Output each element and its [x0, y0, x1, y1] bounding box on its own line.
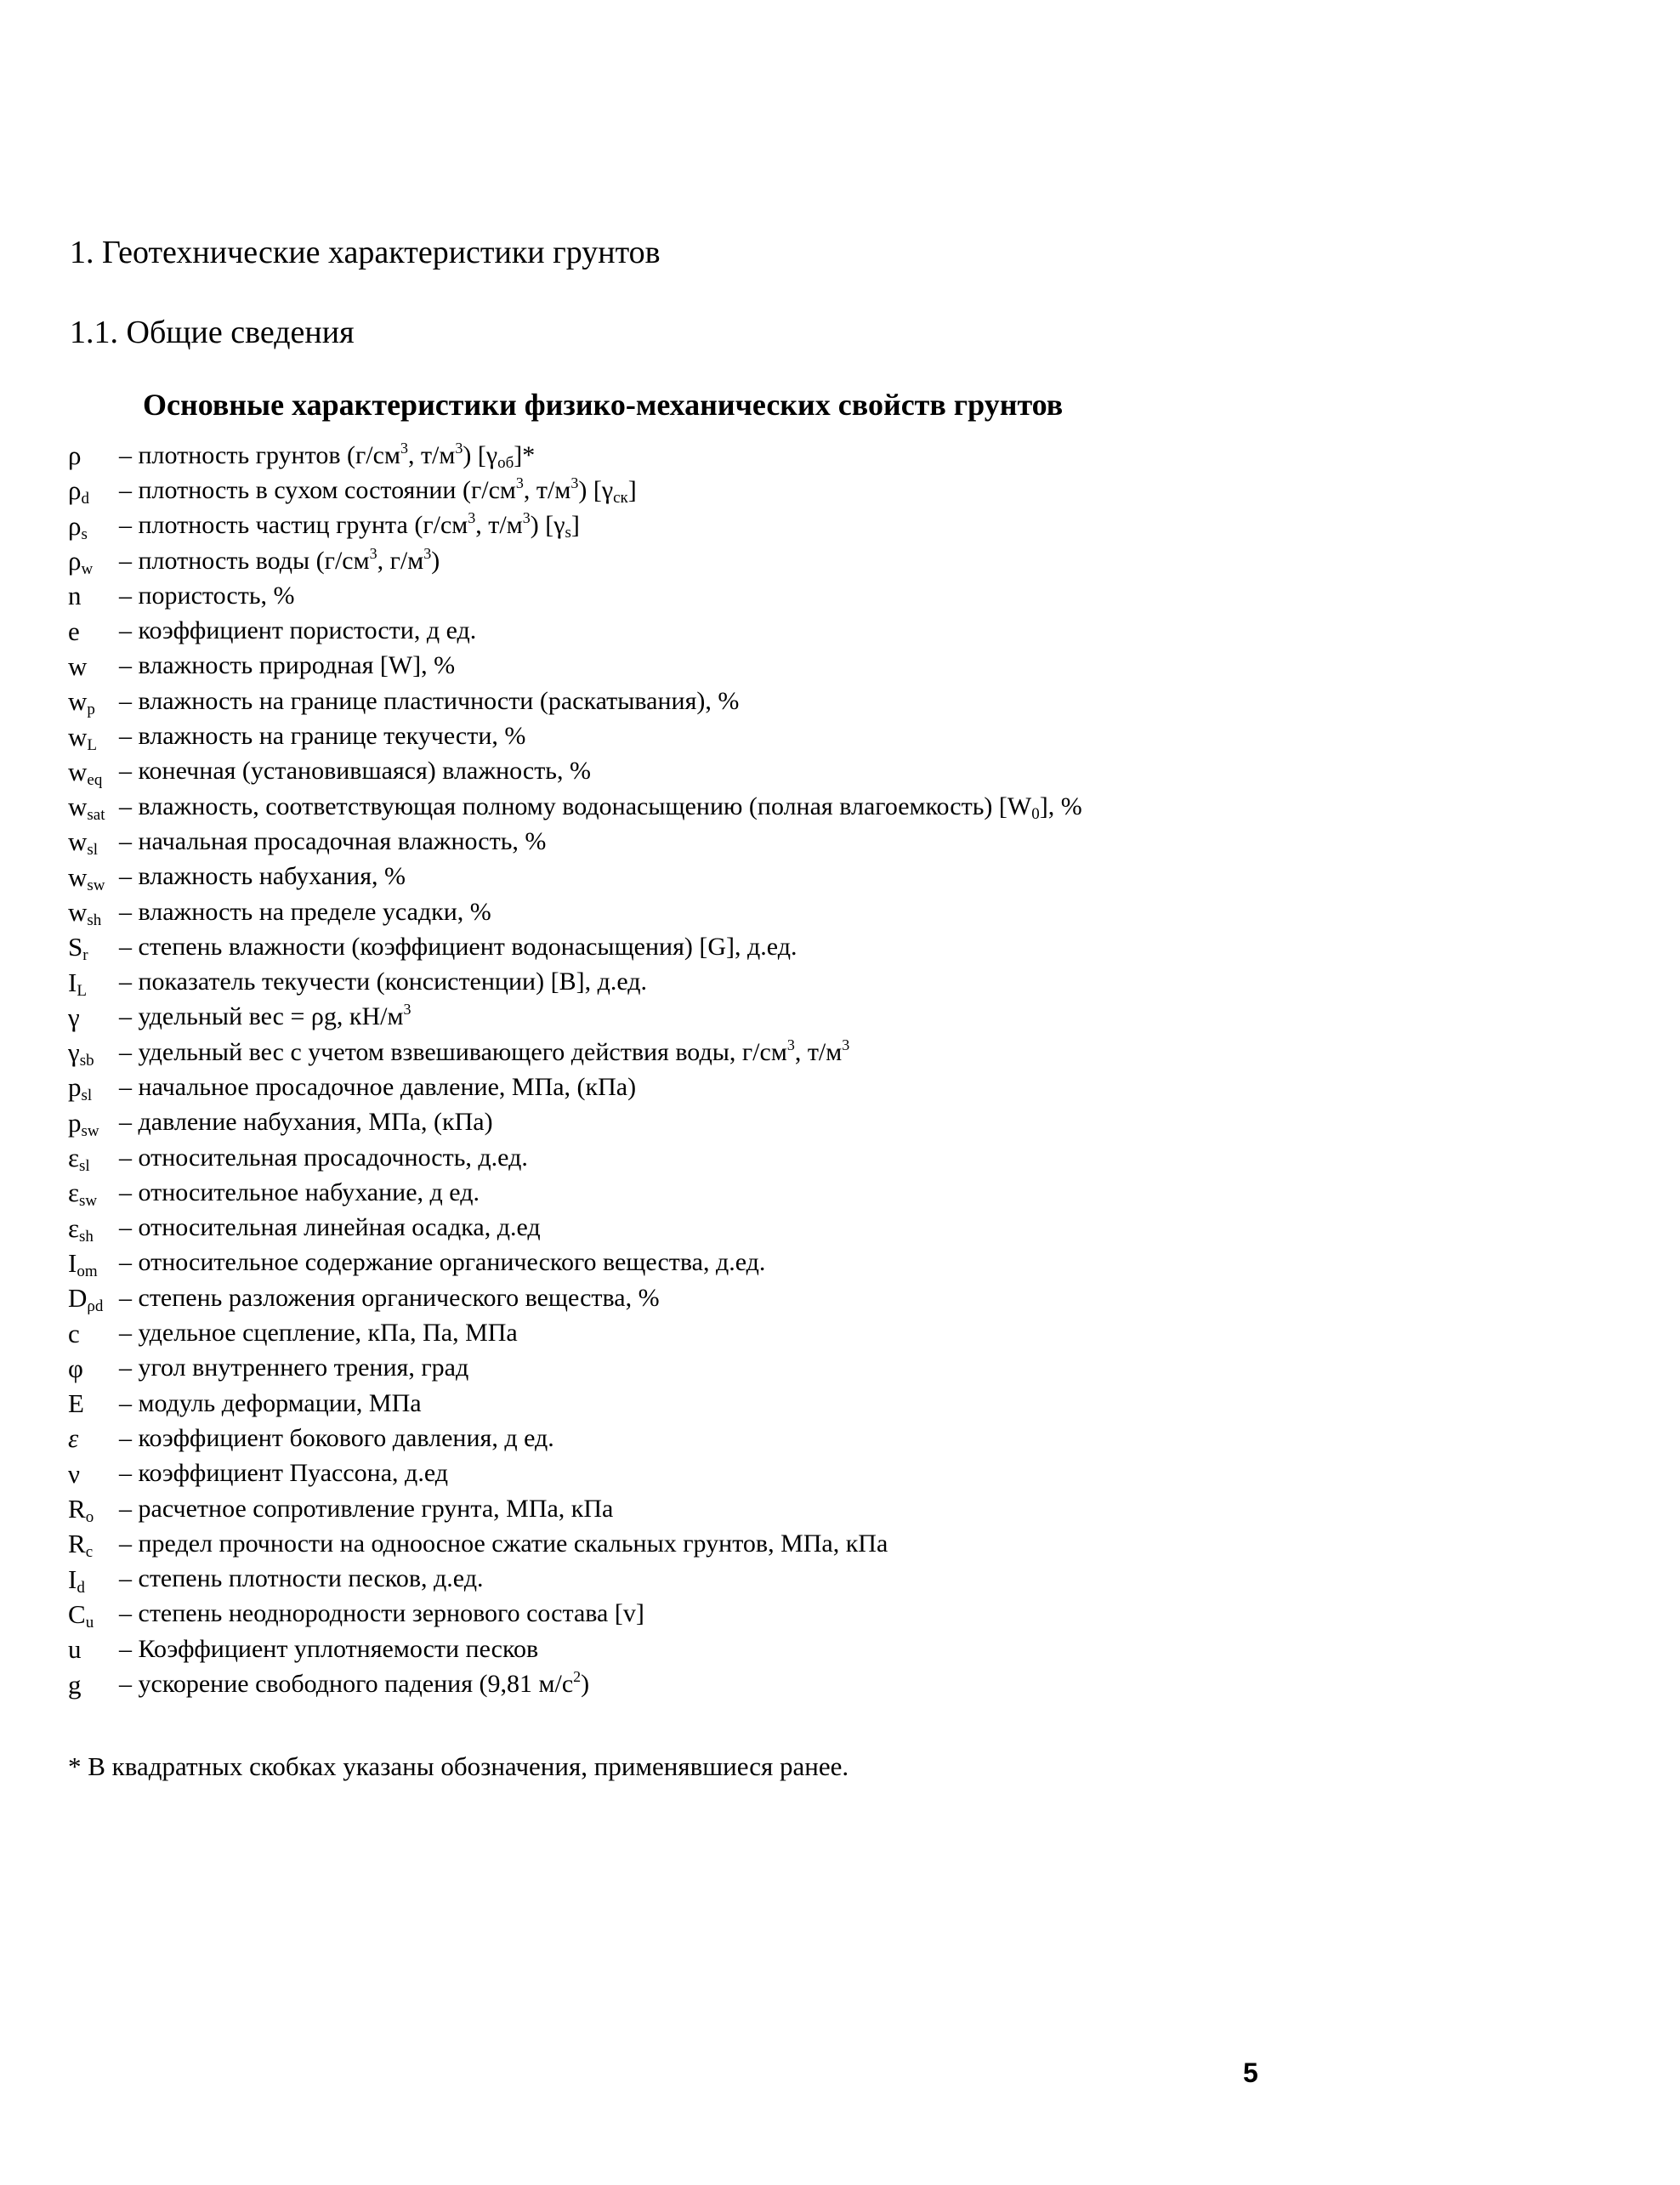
definition-symbol: $R_o$ — [68, 1494, 94, 1527]
table-title: Основные характеристики физико-механических свойств грунтов — [143, 388, 1064, 422]
definition-row — [68, 1246, 1598, 1280]
definition-row — [68, 1070, 1598, 1104]
definition-symbol: $w_{eq}$ — [68, 756, 103, 789]
definition-row — [68, 1211, 1598, 1246]
definition-row — [68, 1175, 1598, 1210]
definition-text: – удельное сцепление, кПа, Па, МПа — [119, 1319, 518, 1348]
definition-row — [68, 578, 1598, 613]
definition-text: – показатель текучести (консистенции) [B], д.ед. — [119, 968, 648, 996]
definition-row — [68, 649, 1598, 684]
definition-symbol: $I_d$ — [68, 1564, 85, 1597]
definition-symbol: $I_{om}$ — [68, 1247, 98, 1280]
definition-row — [68, 473, 1598, 508]
definition-row — [68, 1632, 1598, 1666]
definition-row — [68, 718, 1598, 753]
definition-symbol: $\rho_w$ — [68, 546, 94, 579]
definition-text: – степень влажности (коэффициент водонасыщения) [G], д.ед. — [119, 932, 797, 961]
definition-text: – ускорение свободного падения (9,81 $м/с^2$) — [119, 1668, 590, 1699]
definition-symbol: $w_{sh}$ — [68, 897, 102, 929]
definition-text: – модуль деформации, МПа — [119, 1388, 422, 1417]
definition-row — [68, 894, 1598, 929]
definition-symbol: $p_{sl}$ — [68, 1072, 93, 1105]
definition-text: – конечная (установившаяся) влажность, % — [119, 757, 591, 786]
definition-row — [68, 1140, 1598, 1175]
definition-row — [68, 1386, 1598, 1421]
page-number: 5 — [1243, 2057, 1258, 2088]
definition-symbol: $S_r$ — [68, 932, 88, 965]
definition-symbol: w — [68, 650, 88, 681]
definition-row — [68, 1597, 1598, 1632]
definition-text: – влажность на границе текучести, % — [119, 722, 526, 751]
definition-symbol: $w_{sat}$ — [68, 792, 105, 825]
definition-symbol: $w_p$ — [68, 686, 95, 719]
definition-text: – коэффициент Пуассона, д.ед — [119, 1459, 448, 1488]
definition-row — [68, 860, 1598, 894]
definition-symbol: γ — [68, 1002, 80, 1032]
definition-text: – начальное просадочное давление, МПа, (кПа) — [119, 1072, 637, 1101]
definition-text: – коэффициент пористости, д ед. — [119, 616, 477, 645]
definition-row — [68, 613, 1598, 648]
definition-text: – плотность частиц грунта ($г/см^3$, $т/м^3$) $[\gamma_s]$ — [119, 509, 580, 542]
definition-symbol: ρ — [68, 440, 82, 471]
definition-symbol: u — [68, 1634, 82, 1665]
definition-text: – относительная линейная осадка, д.ед — [119, 1213, 541, 1242]
definition-row — [68, 508, 1598, 543]
definition-symbol: $\varepsilon_{sl}$ — [68, 1143, 90, 1176]
definition-row — [68, 964, 1598, 999]
definition-text: – относительное содержание органического вещества, д.ед. — [119, 1248, 766, 1277]
definition-text: – степень неоднородности зернового состава [v] — [119, 1599, 644, 1628]
definition-row — [68, 754, 1598, 789]
definition-symbol: $R_c$ — [68, 1529, 94, 1562]
definition-text: – расчетное сопротивление грунта, МПа, кПа — [119, 1494, 614, 1523]
definition-symbol: $\varepsilon_{sh}$ — [68, 1212, 94, 1246]
definition-text: – предел прочности на одноосное сжатие скальных грунтов, МПа, кПа — [119, 1529, 888, 1558]
definition-row — [68, 684, 1598, 718]
definition-row — [68, 1105, 1598, 1140]
definition-row — [68, 1666, 1598, 1701]
definition-symbol: ε — [68, 1423, 79, 1454]
definition-text: – степень разложения органического вещества, % — [119, 1283, 660, 1312]
definition-row — [68, 1351, 1598, 1386]
definition-symbol: ν — [68, 1458, 81, 1489]
subsection-heading: 1.1. Общие сведения — [70, 315, 355, 350]
definition-symbol: $\rho_s$ — [68, 510, 88, 543]
definition-symbol: $w_L$ — [68, 721, 97, 754]
definition-symbol: $\varepsilon_{sw}$ — [68, 1178, 98, 1211]
definition-text: – удельный вес = ρg, $кН/м^3$ — [119, 1001, 411, 1031]
definition-text: – плотность грунтов ($г/см^3$, $т/м^3$) $[\gamma_{об}]*$ — [119, 439, 536, 472]
definition-text: – начальная просадочная влажность, % — [119, 826, 547, 855]
definition-text: – степень плотности песков, д.ед. — [119, 1564, 484, 1593]
definition-text: – плотность воды ($г/см^3$, $г/м^3$) — [119, 544, 440, 575]
definition-text: – удельный вес с учетом взвешивающего действия воды, $г/см^3$, $т/м^3$ — [119, 1036, 850, 1066]
definition-text: – влажность на пределе усадки, % — [119, 897, 491, 926]
definition-row — [68, 1456, 1598, 1491]
definition-symbol: E — [68, 1388, 84, 1419]
definition-symbol: φ — [68, 1353, 83, 1383]
definition-row — [68, 438, 1598, 473]
definition-row — [68, 1280, 1598, 1315]
definition-row — [68, 929, 1598, 964]
definition-text: – влажность, соответствующая полному водонасыщению (полная влагоемкость) $[W_0]$, % — [119, 792, 1082, 823]
definition-symbol: e — [68, 616, 80, 646]
definition-symbol: $C_u$ — [68, 1598, 94, 1632]
definition-symbol: $D_{\rho d}$ — [68, 1283, 104, 1316]
definition-row — [68, 1491, 1598, 1526]
definition-row — [68, 789, 1598, 824]
definition-text: – Коэффициент уплотняемости песков — [119, 1634, 539, 1663]
definition-row — [68, 1315, 1598, 1350]
definition-symbol: $\rho_d$ — [68, 475, 89, 508]
definition-text: – коэффициент бокового давления, д ед. — [119, 1423, 554, 1452]
definition-row — [68, 1421, 1598, 1456]
definition-symbol: g — [68, 1669, 82, 1700]
definition-text: – относительное набухание, д ед. — [119, 1178, 480, 1206]
definition-symbol: c — [68, 1318, 80, 1348]
definition-symbol: $w_{sw}$ — [68, 861, 105, 894]
definition-symbol: $I_L$ — [68, 967, 87, 1000]
definition-text: – влажность природная [W], % — [119, 651, 456, 680]
definition-row — [68, 1000, 1598, 1035]
footnote: * В квадратных скобках указаны обозначения, применявшиеся ранее. — [68, 1751, 849, 1781]
definition-text: – влажность на границе пластичности (раскатывания), % — [119, 686, 740, 715]
definition-row — [68, 1562, 1598, 1597]
definition-row — [68, 1035, 1598, 1070]
definition-symbol: n — [68, 581, 82, 611]
definition-symbol: $w_{sl}$ — [68, 826, 99, 860]
definition-symbol: $p_{sw}$ — [68, 1107, 99, 1140]
definition-row — [68, 824, 1598, 859]
definition-text: – угол внутреннего трения, град — [119, 1354, 469, 1382]
definition-text: – относительная просадочность, д.ед. — [119, 1143, 528, 1172]
definition-symbol: $\gamma_{sb}$ — [68, 1037, 94, 1070]
definition-text: – давление набухания, МПа, (кПа) — [119, 1108, 493, 1137]
definitions-list — [68, 438, 1598, 1702]
definition-text: – влажность набухания, % — [119, 862, 406, 891]
definition-text: – плотность в сухом состоянии ($г/см^3$, $т/м^3$) $[\gamma_{ск}]$ — [119, 474, 637, 507]
definition-row — [68, 543, 1598, 578]
definition-row — [68, 1526, 1598, 1561]
definition-text: – пористость, % — [119, 581, 295, 610]
section-heading: 1. Геотехнические характеристики грунтов — [70, 235, 661, 270]
